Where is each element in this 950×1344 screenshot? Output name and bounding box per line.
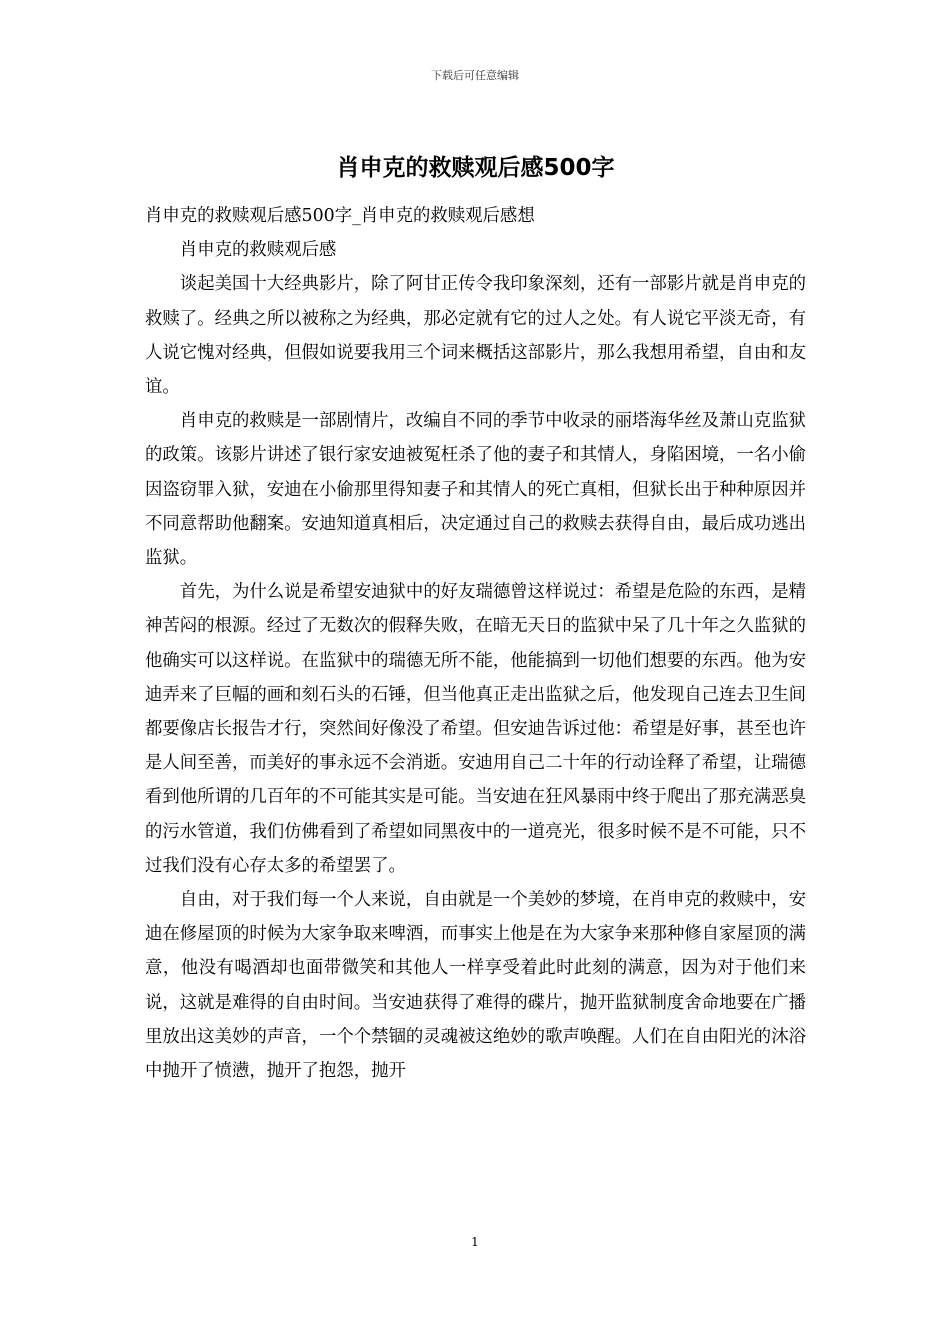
paragraph-heading: 肖申克的救赎观后感 xyxy=(179,240,337,261)
document-body xyxy=(145,150,806,1088)
document-subtitle: 肖申克的救赎观后感500字_肖申克的救赎观后感想 xyxy=(145,206,535,226)
page-header-note: 下载后可任意编辑 xyxy=(431,69,519,82)
paragraph-plot: 肖申克的救赎是一部剧情片，改编自不同的季节中收录的丽塔海华丝及萧山克监狱的政策。该影片讲述了银行家安迪被冤枉杀了他的妻子和其情人，身陷困境，一名小偷因盗窃罪入狱，安迪在小偷那里得知妻子和其情人的死亡真相，但狱长出于种种原因并不同意帮助他翻案。安迪知道真相后，决定通过自己的救赎去获得自由，最后成功逃出监狱。 xyxy=(145,411,806,569)
paragraph-intro: 谈起美国十大经典影片，除了阿甘正传令我印象深刻，还有一部影片就是肖申克的救赎了。经典之所以被称之为经典，那必定就有它的过人之处。有人说它平淡无奇，有人说它愧对经典，但假如说要我用三个词来概括这部影片，那么我想用希望，自由和友谊。 xyxy=(145,274,806,398)
paragraph-freedom: 自由，对于我们每一个人来说，自由就是一个美妙的梦境，在肖申克的救赎中，安迪在修屋顶的时候为大家争取来啤酒，而事实上他是在为大家争来那种修自家屋顶的满意，他没有喝酒却也面带微笑和其他人一样享受着此时此刻的满意，因为对于他们来说，这就是难得的自由时间。当安迪获得了难得的碟片，抛开监狱制度舍命地要在广播里放出这美妙的声音，一个个禁锢的灵魂被这绝妙的歌声唤醒。人们在自由阳光的沐浴中抛开了愤懑，抛开了抱怨，抛开 xyxy=(145,890,806,1082)
document-title: 肖申克的救赎观后感500字 xyxy=(336,155,615,181)
page-number: 1 xyxy=(471,1235,479,1249)
paragraph-hope: 首先，为什么说是希望安迪狱中的好友瑞德曾这样说过：希望是危险的东西，是精神苦闷的根源。经过了无数次的假释失败，在暗无天日的监狱中呆了几十年之久监狱的他确实可以这样说。在监狱中的瑞德无所不能，他能搞到一切他们想要的东西。他为安迪弄来了巨幅的画和刻石头的石锤，但当他真正走出监狱之后，他发现自己连去卫生间都要像店长报告才行，突然间好像没了希望。但安迪告诉过他：希望是好事，甚至也许是人间至善，而美好的事永远不会消逝。安迪用自己二十年的行动诠释了希望，让瑞德看到他所谓的几百年的不可能其实是可能。当安迪在狂风暴雨中终于爬出了那充满恶臭的污水管道，我们仿佛看到了希望如同黑夜中的一道亮光，很多时候不是不可能，只不过我们没有心存太多的希望罢了。 xyxy=(145,582,806,876)
